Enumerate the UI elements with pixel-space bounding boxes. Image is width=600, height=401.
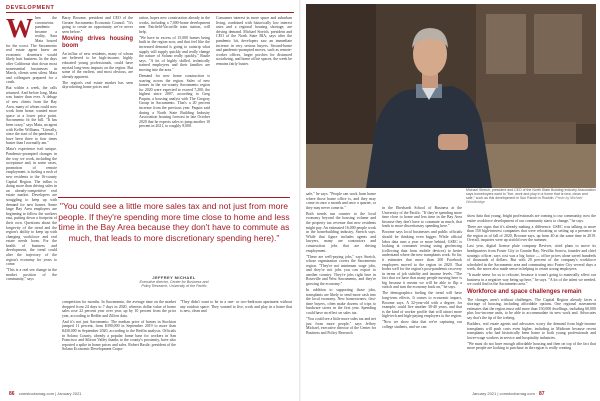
section-rule [6, 12, 294, 13]
subheading: Moving drives housing boom [62, 36, 133, 50]
paragraph: Demand for new home construction is soaring across the region. Sales of new homes in the six-county Sacramento region for 2020 were expected to exceed 7,200, the highest since 2007, according to Greg Paquin, a housing analyst with The Gregory Group in Sacramento. That's a 20 percent increase from the previous year. Paquin said during a North State Building Industry Association housing forecast in late October 2020 that he expects sales to jump another 10 percent in 2021, to roughly 8,000. [139, 73, 210, 129]
pull-quote-title [58, 280, 290, 288]
article-column-2 [62, 16, 133, 192]
article-column-7 [467, 214, 596, 388]
paragraph: show data that young, bright professionals are coming to our community, now the entire workforce development of our community starts to change," he says. [467, 214, 596, 223]
paragraph: in the Eberhardt School of Business at the University of the Pacific. "If they're spending more time close to home and less time in the Bay Area because they don't have to commute as much, that leads to more discretionary spending here." [382, 206, 462, 229]
page-gutter [299, 0, 301, 401]
paragraph: "We must do not have enough affordable housing and then on top of the fact that more people are looking to purchase in the region is really creating [467, 341, 596, 351]
paragraph: In addition to supporting those jobs, transplants are likely to send more cash into the local economy. New homeowners, first-time buyers, often make dozens of trips to hardware stores in the first year. Spending could have an effect on sales tax. [306, 288, 376, 316]
paragraph: The demographics fueling the trend will have long-term effects. It comes to economic impact, Broome says. A 32-year-old with a degree, for example, could live another 30-40 years, and that is the kind of worker profile that will attract more high-tech and high-paying employers to the region. [382, 291, 462, 319]
photo-caption [466, 188, 596, 204]
pull-quote-title-line: Executive director, Center for Business and [139, 280, 209, 284]
pull-quote-title-line: Policy Research, University of the Pacific [141, 284, 207, 289]
paragraph: The region's real estate market has seen skyrocketing home prices and [62, 80, 133, 90]
drop-cap: W [6, 16, 33, 43]
pull-quote-text: "You could see a little more sales tax and not just from more people. If they're spending more time close to home and less time in the Bay Area because they don't have to commute as much, that leads to more discretionary spending here)." [58, 201, 290, 243]
photo-credit: Photo by Michael Woodbridge [466, 196, 583, 205]
footer-right [472, 391, 548, 397]
paragraph: hen the coronavirus pandemic became a reality, Sara Mata braced for the worst. The Sacramento real estate agent knew an economic downturn would likely hurt business. In the days after California shut down most nonessential businesses in March, clients went silent. Mata and colleagues prepared for a crash. [6, 16, 57, 85]
article-column-2b [62, 300, 176, 388]
paragraph: Consumer interest in more space and suburban living, combined with historically low interest rates and a regional housing shortage, are driving demand. Michael Streich, president and CEO of the North State BIA, says after the pandemic hit, developers saw an immediate increase in very serious buyers. Second-home and pandemic-prompted moves, such as remote-worker offices, larger porches for distanced socializing, and home office spaces, the week he remains fairly busier. [216, 16, 292, 66]
paragraph: "We have in excess of 15,000 homes being built in the region now, and that feel like the increased demand is going to outstrip what supply will supply quickly and really change the nature of Solano really quickly," Bastle says. "A lot of highly skilled, technically trained employees and their families are moving into the area." [139, 35, 210, 72]
photo-illustration [306, 4, 596, 188]
paragraph: ration, hopes new construction already in the works, including a 7,000-home development near Fairfield-Vacaville train station, will help. [139, 16, 210, 34]
paragraph: "It made sense for us to relocate, because it wasn't going to materially affect our business in a negative way being up here," he says. "A lot of the talent we needed, we could find in the Sacramento area." [467, 273, 596, 287]
paragraph: "You could see a little more sales tax and net just from more people," says Jeffrey Michael, executive director of the Center for Business and Policy Research [306, 317, 376, 335]
paragraph: "Now we show data that we're capturing our college students, and we can [382, 320, 462, 330]
page-number-left: 86 [9, 391, 15, 397]
paragraph: "These are well-paying jobs," says Streich, whose organization covers the Sacramento region. "They're not minimum wage jobs, and they're not jobs you can export to another country. They're jobs right here in Roseville and West Sacramento, and they're growing the economy." [306, 254, 376, 287]
pull-quote-name: JEFFREY MICHAEL [152, 275, 196, 280]
paragraph: But within a week, the calls returned. And before long, Mata was busier than ever. A deluge of new clients from the Bay Area, many of whom could now work from home, wanted more space at a lower price point. Sacramento fit the bill. "It has been crazy," says Mata, an agent with Keller Williams. "Literally, since the start of the pandemic, I have been three to four times busier than I normally am." [6, 86, 57, 146]
article-column-4 [216, 16, 292, 192]
paragraph: Broome says local businesses and public officials should be thinking even bigger. While official labor data runs a year or more behind, GSEC is looking at consumer testing using geofencing (collecting data from mobile devices) to better understand where the new transplants work. So far, it estimates that more than 200 Facebook employees moved to the region in 2020. That bodes well for the region's post-pandemic recovery in terms of job stability and income levels. "The fact that we have that many people moving here is big because it means we will be able to flip a switch and turn the economy back on," he says. [382, 230, 462, 290]
paragraph: safe," he says. "People can work from home where those home office is, and they may come in once a month and once a quarter, or they may never come in." [306, 192, 376, 210]
article-photo [306, 4, 596, 188]
paragraph: Builders, real estate agents and advocates worry the demand from high-income transplants will push costs even higher, including in Midtown because recent transplants who had historically been home to both young professionals and lower-wage workers in service and hospitality industries. [467, 321, 596, 340]
footer-left [6, 391, 82, 397]
paragraph: "This is a real sea change in the market position of the community," says [6, 268, 57, 282]
article-column-4b [180, 300, 292, 388]
pull-quote [58, 197, 290, 297]
paragraph: An influx of new residents, many of whom are believed to be high-income, highly educated young professionals, could have myriad long-term impacts on the region. But some of the earliest, and most obvious, are already apparent. [62, 51, 133, 79]
paragraph: Both trends run counter to the local economy beyond the housing volume and the property tax revenue that new residents might pay. An estimated 16,000 people work in the homebuilding industry, Streich says. While that figure includes agents and lawyers, many are contractors and construction jobs that are driving employment. [306, 211, 376, 253]
article-column-1 [6, 16, 57, 387]
paragraph: Mata's experience isn't unique. Pandemic-prompted changes in the way we work, including the acceptance and, in some cases, promotion of remote employment, is fueling a rush of new residents to the 16-county Capital Region. The influx is doing more than driving sales in an already-competitive real estate market. Developers are struggling to keep up with demand for new homes. Some large Bay Area employers are beginning to follow the workers east, putting down a footprint of their own. Questions about the longevity of the trend and the region's ability to keep up with changing workforce and real estate needs loom. For the health of business and development, the trend could alter the trajectory of the region's economy for years to come. [6, 147, 57, 267]
paragraph: competition for months. In Sacramento, the average time on the market dropped from 24 days to 7 days in 2020, whereas dollar value of home sales rose 22 percent year over year, up by 10 percent from the prior year, according to Redfin and Zillow data. [62, 300, 176, 318]
section-tag: DEVELOPMENT [6, 5, 55, 11]
article-column-3 [139, 16, 210, 192]
paragraph: And it's not just Sacramento. The median price of homes in Stockton jumped 11 percent, from $390,000 in September 2019 to more than $430,000 in September 2020, according to the Redfin analysis. Officials in Solano County, already a popular home base for workers in San Francisco and Silicon Valley thanks to the county's proximity, have also reported a spike in home prices and sales. Robert Bastle, president of the Solano Economic Development Corpo- [62, 319, 176, 352]
page-number-right: 87 [538, 391, 545, 397]
footer-left-text: comstocksmag.com | January 2021 [18, 391, 82, 396]
pull-quote-rule [58, 197, 290, 198]
paragraph: Last year, digital license plate company Reviver, cited plans to move its headquarters from Foster City to Granite Bay. Nevillia Sorrow, founder and chief strategic officer, says cost was a big factor — office prices alone saved hundreds of thousands of dollars. But with 20 percent of the company's workforce scheduled in the Sacramento area and commuting into Foster City several days a week, the move also made sense in helping to retain strong employees. [467, 244, 596, 272]
article-column-6 [382, 206, 462, 388]
paragraph: Barry Broome, president and CEO of the Greater Sacramento Economic Council. "It's going to create an opportunity we've never seen before." [62, 16, 133, 34]
photo-caption-text: Michael Streich, president and CEO of the North State Building Industry Association says homebuyers want to "live, work and play in a home that is new, clean and safe," such as this development in Sun Ranch in Rocklin. [466, 188, 596, 201]
paragraph: There are signs that it's already making a difference. GSEC was talking to more than 150 high-interest companies that were relocating or setting up a presence in the region as of fall of 2020, Broome says, up from 40 at the same time in 2019. Overall, inquiries were up sixfold over the summer. [467, 224, 596, 243]
footer-right-text: January 2021 | comstocksmag.com [472, 391, 535, 396]
paragraph: "They didn't want to be in a one- or two-bedroom apartment without any outdoor space. They wanted to live, work and play in a home that is new, clean and [180, 300, 292, 314]
subheading: Workforce and space challenges remain [467, 289, 582, 296]
article-column-5 [306, 192, 376, 388]
paragraph: The changes aren't without challenges. The Capital Region already faces a shortage of housing, including affordable options. One regional assessment estimates that the region must add more than 150,000 dwellings, including 60,000 plus low-income units, to be able to accommodate its new work and. Advocates say that's the tip of the iceberg. [467, 297, 596, 320]
